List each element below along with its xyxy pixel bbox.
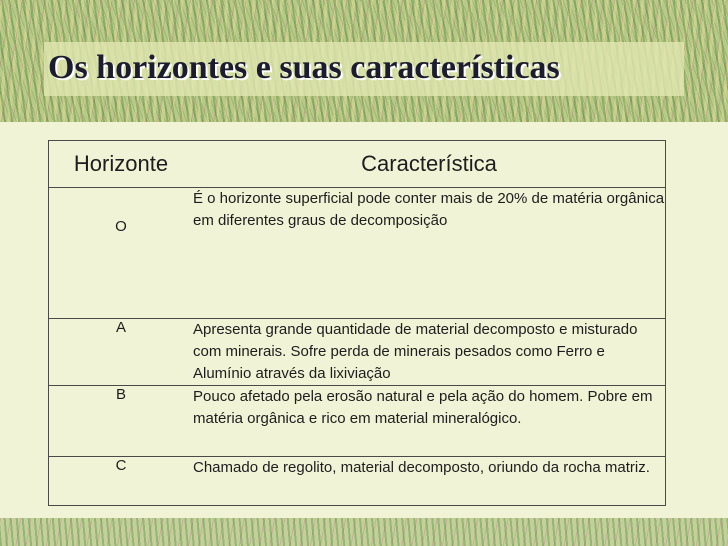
horizon-cell: C xyxy=(49,457,194,506)
table-row xyxy=(49,319,666,386)
horizon-cell: O xyxy=(49,188,194,319)
bottom-grass-strip xyxy=(0,518,728,546)
header-horizonte: Horizonte xyxy=(49,141,194,188)
table-row xyxy=(49,457,666,506)
horizon-cell: A xyxy=(49,319,194,386)
table-row xyxy=(49,386,666,457)
slide-title: Os horizontes e suas características xyxy=(48,49,560,86)
table-row xyxy=(49,188,666,319)
horizons-table xyxy=(48,140,666,506)
characteristic-cell: Chamado de regolito, material decomposto, oriundo da rocha matriz. xyxy=(193,457,666,506)
table-header-row xyxy=(49,141,666,188)
characteristic-cell: Pouco afetado pela erosão natural e pela ação do homem. Pobre em matéria orgânica e rico em material mineralógico. xyxy=(193,386,666,457)
characteristic-cell: É o horizonte superficial pode conter mais de 20% de matéria orgânica em diferentes graus de decomposição xyxy=(193,188,666,319)
horizon-cell: B xyxy=(49,386,194,457)
characteristic-cell: Apresenta grande quantidade de material decomposto e misturado com minerais. Sofre perda de minerais pesados como Ferro e Alumínio através da lixiviação xyxy=(193,319,666,386)
header-caracteristica: Característica xyxy=(193,141,666,188)
